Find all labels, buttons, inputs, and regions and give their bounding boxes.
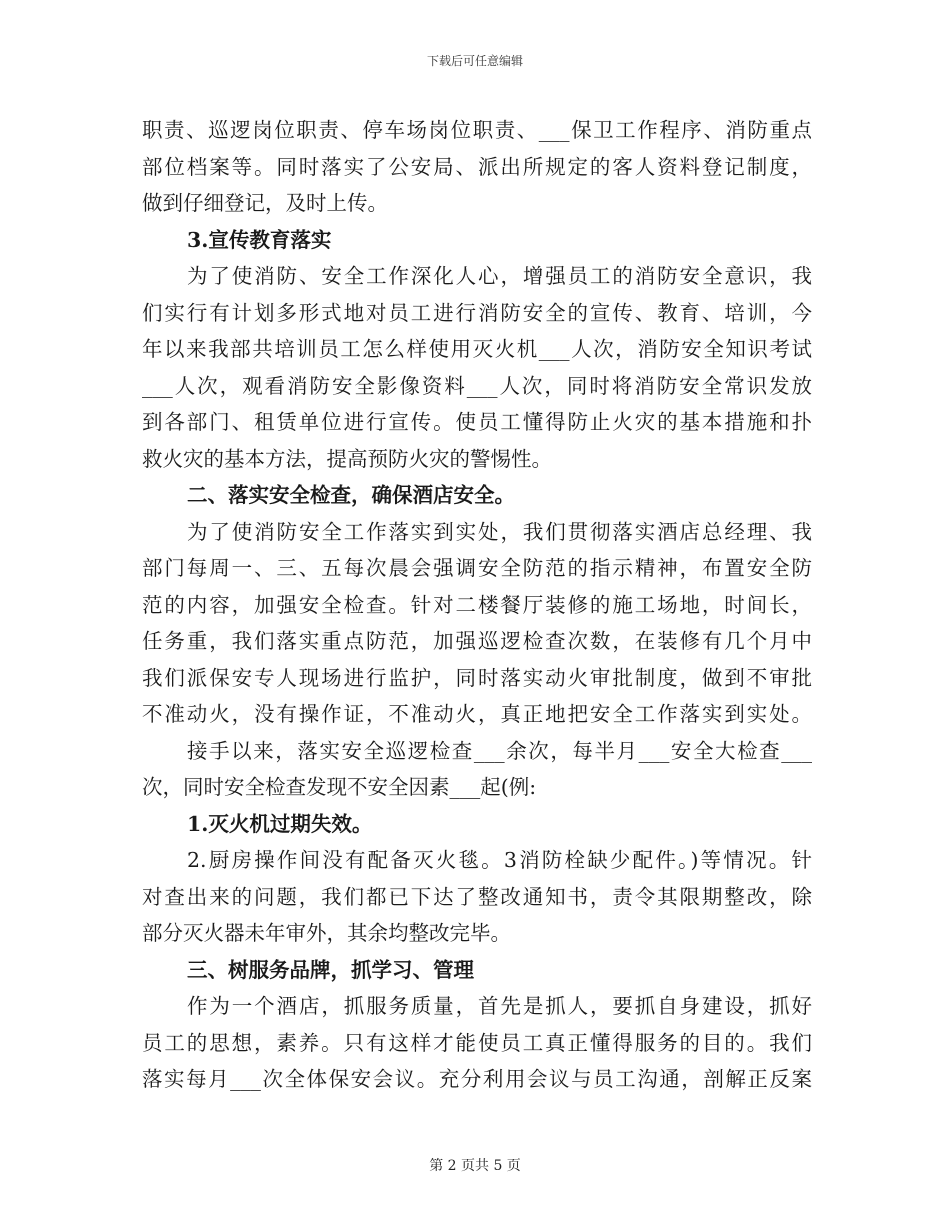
body-line: 落实每月___次全体保安会议。充分利用会议与员工沟通，剖解正反案 [142, 1067, 812, 1091]
section-heading: 3.宣传教育落实 [187, 227, 332, 252]
body-line: 为了使消防安全工作落实到实处，我们贯彻落实酒店总经理、我 [187, 519, 812, 544]
body-line: 次，同时安全检查发现不安全因素___起(例: [142, 775, 537, 799]
body-line: 到各部门、租赁单位进行宣传。使员工懂得防止火灾的基本措施和扑 [142, 410, 812, 434]
body-line: 救火灾的基本方法，提高预防火灾的警惕性。 [142, 446, 552, 471]
page-header: 下载后可任意编辑 [426, 54, 523, 68]
body-line: 对查出来的问题，我们都已下达了整改通知书，责令其限期整改，除 [142, 884, 812, 909]
document-body [142, 112, 812, 1098]
body-line: ___人次，观看消防安全影像资料___人次，同时将消防安全常识发放 [142, 373, 812, 398]
body-line: 任务重，我们落实重点防范，加强巡逻检查次数，在装修有几个月中 [142, 629, 812, 653]
body-line: 接手以来，落实安全巡逻检查___余次，每半月___安全大检查___ [187, 738, 812, 763]
body-line: 职责、巡逻岗位职责、停车场岗位职责、___保卫工作程序、消防重点 [142, 118, 812, 142]
page-number: 第 2 页共 5 页 [429, 1158, 521, 1174]
body-line: 不准动火，没有操作证，不准动火，真正地把安全工作落实到实处。 [142, 702, 812, 726]
body-line: 作为一个酒店，抓服务质量，首先是抓人，要抓自身建设，抓好 [187, 994, 812, 1018]
body-line: 员工的思想，素养。只有这样才能使员工真正懂得服务的目的。我们 [142, 1030, 812, 1055]
list-item: 2.厨房操作间没有配备灭火毯。3消防栓缺少配件。)等情况。针 [187, 848, 812, 872]
list-item: 1.灭火机过期失效。 [187, 811, 373, 836]
body-line: 做到仔细登记，及时上传。 [142, 191, 388, 215]
body-line: 部分灭火器未年审外，其余均整改完毕。 [142, 921, 511, 945]
body-line: 们实行有计划多形式地对员工进行消防安全的宣传、教育、培训，今 [142, 300, 812, 325]
body-line: 年以来我部共培训员工怎么样使用灭火机___人次，消防安全知识考试 [142, 337, 812, 361]
body-line: 为了使消防、安全工作深化人心，增强员工的消防安全意识，我 [187, 264, 812, 288]
body-line: 部位档案等。同时落实了公安局、派出所规定的客人资料登记制度， [142, 154, 812, 179]
section-heading: 二、落实安全检查，确保酒店安全。 [187, 483, 515, 507]
body-line: 我们派保安专人现场进行监护，同时落实动火审批制度，做到不审批 [142, 665, 812, 690]
section-heading: 三、树服务品牌，抓学习、管理 [187, 957, 474, 982]
body-line: 范的内容，加强安全检查。针对二楼餐厅装修的施工场地，时间长， [142, 592, 812, 617]
body-line: 部门每周一、三、五每次晨会强调安全防范的指示精神，布置安全防 [142, 556, 812, 580]
